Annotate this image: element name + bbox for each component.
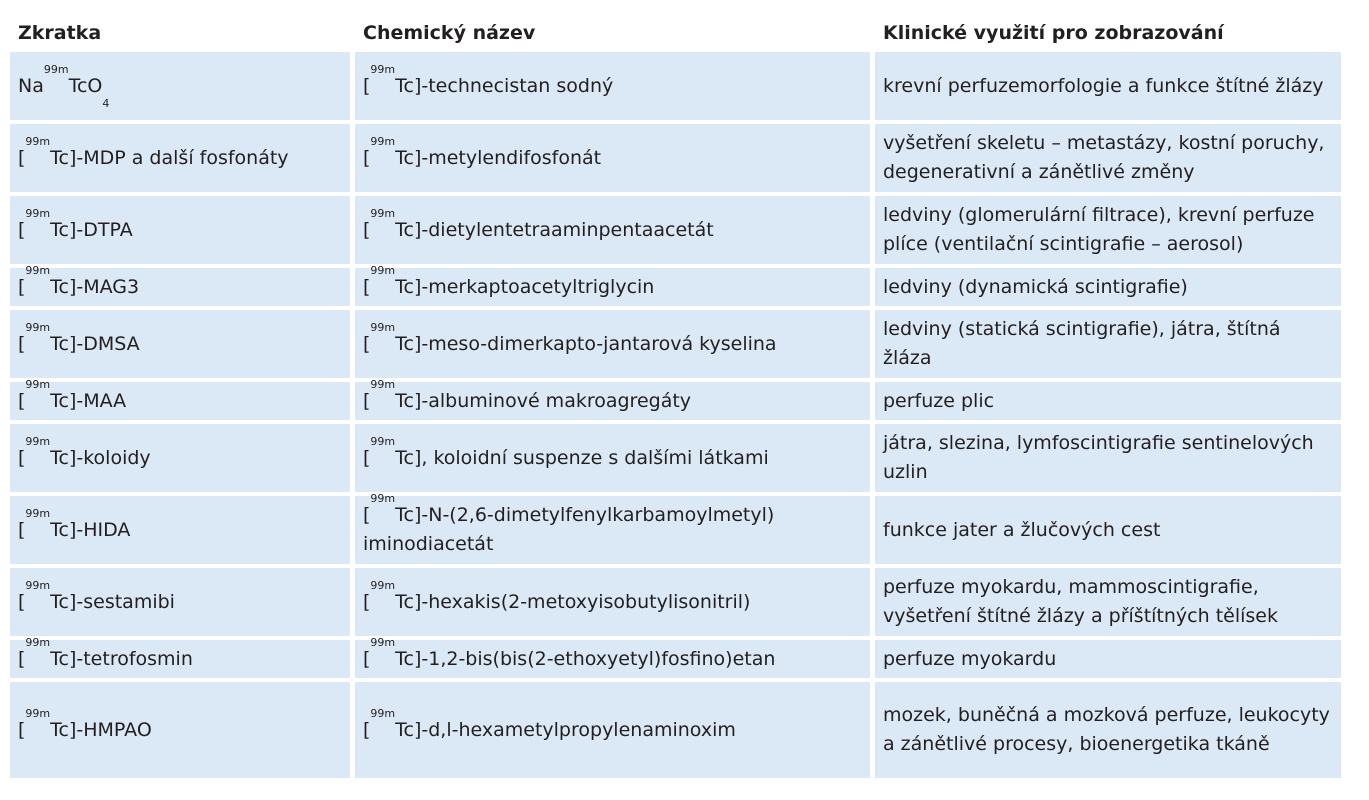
cell-clinical-use <box>870 268 1341 306</box>
name-prefix: [ <box>363 146 371 169</box>
clinical-use-text: krevní perfuzemorfologie a funkce štítné žlázy <box>883 74 1324 97</box>
clinical-use-text: vyšetření skeletu – metastázy, kostní poruchy, degenerativní a zánětlivé změny <box>883 132 1325 183</box>
clinical-use-text: perfuze myokardu, mammoscintigrafie, vyšetření štítné žlázy a příštítných tělísek <box>883 576 1278 627</box>
cell-clinical-use <box>870 424 1341 492</box>
cell-abbreviation <box>10 196 350 264</box>
cell-abbreviation <box>10 424 350 492</box>
clinical-use-text: mozek, buněčná a mozková perfuze, leukocyty a zánětlivé procesy, bioenergetika tkáně <box>883 704 1330 755</box>
cell-clinical-use <box>870 496 1341 564</box>
cell-clinical-use <box>870 568 1341 636</box>
abbr-prefix: [ <box>18 590 26 613</box>
name-prefix: [ <box>363 718 371 741</box>
cell-chemical-name <box>350 568 870 636</box>
abbr-text: Tc]-koloidy <box>50 446 151 469</box>
isotope-superscript: 99m <box>25 263 51 277</box>
isotope-superscript: 99m <box>370 320 396 334</box>
abbr-text: TcO <box>68 74 103 97</box>
cell-chemical-name <box>350 424 870 492</box>
isotope-superscript: 99m <box>370 263 396 277</box>
isotope-superscript: 99m <box>370 578 396 592</box>
clinical-use-text: perfuze plic <box>883 389 995 412</box>
name-text: Tc]-dietylentetraaminpentaacetát <box>395 218 714 241</box>
abbr-prefix: [ <box>18 332 26 355</box>
radiopharmaceuticals-table <box>10 14 1341 782</box>
clinical-use-text: ledviny (statická scintigrafie), játra, štítná žláza <box>883 318 1281 369</box>
name-text: Tc]-1,2-bis(bis(2-ethoxyetyl)fosfino)etan <box>395 647 776 670</box>
table-row <box>10 310 1341 378</box>
table-row <box>10 52 1341 120</box>
isotope-superscript: 99m <box>25 506 51 520</box>
cell-chemical-name <box>350 52 870 120</box>
name-prefix: [ <box>363 389 371 412</box>
cell-chemical-name <box>350 263 870 306</box>
name-text: Tc]-hexakis(2-metoxyisobutylisonitril) <box>395 590 751 613</box>
isotope-superscript: 99m <box>370 134 396 148</box>
isotope-superscript: 99m <box>25 134 51 148</box>
name-prefix: [ <box>363 504 371 526</box>
cell-clinical-use <box>870 382 1341 420</box>
cell-abbreviation <box>10 635 350 678</box>
cell-chemical-name <box>350 492 870 564</box>
abbr-prefix: [ <box>18 446 26 469</box>
abbr-prefix: Na <box>18 74 44 97</box>
clinical-use-text: játra, slezina, lymfoscintigrafie sentinelových uzlin <box>883 432 1314 483</box>
name-prefix: [ <box>363 647 371 670</box>
isotope-superscript: 99m <box>370 377 396 391</box>
isotope-superscript: 99m <box>370 635 396 649</box>
abbr-text: Tc]-DTPA <box>50 218 133 241</box>
isotope-superscript: 99m <box>25 635 51 649</box>
isotope-superscript: 99m <box>25 434 51 448</box>
cell-chemical-name <box>350 635 870 678</box>
isotope-superscript: 99m <box>25 206 51 220</box>
table-row <box>10 196 1341 264</box>
abbr-prefix: [ <box>18 647 26 670</box>
name-text: Tc]-albuminové makroagregáty <box>395 389 692 412</box>
name-text: Tc]-d,l-hexametylpropylenaminoxim <box>395 718 736 741</box>
cell-chemical-name <box>350 196 870 264</box>
cell-clinical-use <box>870 52 1341 120</box>
name-text: Tc]-meso-dimerkapto-jantarová kyselina <box>395 332 777 355</box>
isotope-superscript: 99m <box>25 706 51 720</box>
abbr-text: Tc]-MDP a další fosfonáty <box>50 146 289 169</box>
abbr-text: Tc]-sestamibi <box>50 590 175 613</box>
cell-clinical-use <box>870 310 1341 378</box>
name-prefix: [ <box>363 218 371 241</box>
header-abbreviation: Zkratka <box>10 18 350 48</box>
isotope-superscript: 99m <box>370 706 396 720</box>
cell-chemical-name <box>350 310 870 378</box>
isotope-superscript: 99m <box>370 434 396 448</box>
cell-abbreviation <box>10 568 350 636</box>
table-row <box>10 382 1341 420</box>
table-row <box>10 268 1341 306</box>
cell-abbreviation <box>10 377 350 420</box>
table-row <box>10 424 1341 492</box>
abbr-text: Tc]-HIDA <box>50 518 131 541</box>
name-prefix: [ <box>363 446 371 469</box>
name-prefix: [ <box>363 590 371 613</box>
abbr-text: Tc]-MAA <box>50 389 127 412</box>
abbr-prefix: [ <box>18 518 26 541</box>
abbr-text: Tc]-HMPAO <box>50 718 152 741</box>
cell-chemical-name <box>350 682 870 778</box>
cell-abbreviation <box>10 682 350 778</box>
cell-clinical-use <box>870 640 1341 678</box>
isotope-superscript: 99m <box>370 206 396 220</box>
radiopharmaceuticals-table-page <box>10 14 1341 782</box>
abbr-text: Tc]-DMSA <box>50 332 140 355</box>
name-prefix: [ <box>363 275 371 298</box>
isotope-superscript: 99m <box>370 492 396 505</box>
isotope-superscript: 99m <box>25 320 51 334</box>
cell-clinical-use <box>870 196 1341 264</box>
cell-abbreviation <box>10 263 350 306</box>
clinical-use-text: ledviny (glomerulární filtrace), krevní perfuze plíce (ventilační scintigrafie – aerosol) <box>883 204 1315 255</box>
table-row <box>10 496 1341 564</box>
abbr-prefix: [ <box>18 218 26 241</box>
cell-chemical-name <box>350 377 870 420</box>
name-prefix: [ <box>363 74 371 97</box>
header-chemical-name: Chemický název <box>350 18 870 48</box>
table-row <box>10 682 1341 778</box>
isotope-superscript: 99m <box>370 62 396 76</box>
clinical-use-text: funkce jater a žlučových cest <box>883 518 1161 541</box>
clinical-use-text: ledviny (dynamická scintigrafie) <box>883 275 1188 298</box>
cell-abbreviation <box>10 124 350 192</box>
table-row <box>10 124 1341 192</box>
table-row <box>10 568 1341 636</box>
cell-chemical-name <box>350 124 870 192</box>
table-row <box>10 640 1341 678</box>
cell-clinical-use <box>870 682 1341 778</box>
abbr-prefix: [ <box>18 146 26 169</box>
cell-clinical-use <box>870 124 1341 192</box>
subscript: 4 <box>102 96 110 110</box>
abbr-prefix: [ <box>18 389 26 412</box>
cell-abbreviation <box>10 52 350 120</box>
clinical-use-text: perfuze myokardu <box>883 647 1057 670</box>
name-text: Tc]-technecistan sodný <box>395 74 614 97</box>
name-text: Tc]-metylendifosfonát <box>395 146 602 169</box>
isotope-superscript: 99m <box>25 578 51 592</box>
table-header-row <box>10 18 1341 48</box>
name-text: Tc]-N-(2,6-dimetylfenylkarbamoylmetyl) iminodiacetát <box>363 504 775 555</box>
header-clinical-use: Klinické využití pro zobrazování <box>870 18 1341 48</box>
abbr-text: Tc]-tetrofosmin <box>50 647 193 670</box>
abbr-prefix: [ <box>18 718 26 741</box>
name-text: Tc], koloidní suspenze s dalšími látkami <box>395 446 769 469</box>
abbr-prefix: [ <box>18 275 26 298</box>
isotope-superscript: 99m <box>43 62 69 76</box>
abbr-text: Tc]-MAG3 <box>50 275 140 298</box>
cell-abbreviation <box>10 310 350 378</box>
name-text: Tc]-merkaptoacetyltriglycin <box>395 275 655 298</box>
name-prefix: [ <box>363 332 371 355</box>
isotope-superscript: 99m <box>25 377 51 391</box>
cell-abbreviation <box>10 496 350 564</box>
